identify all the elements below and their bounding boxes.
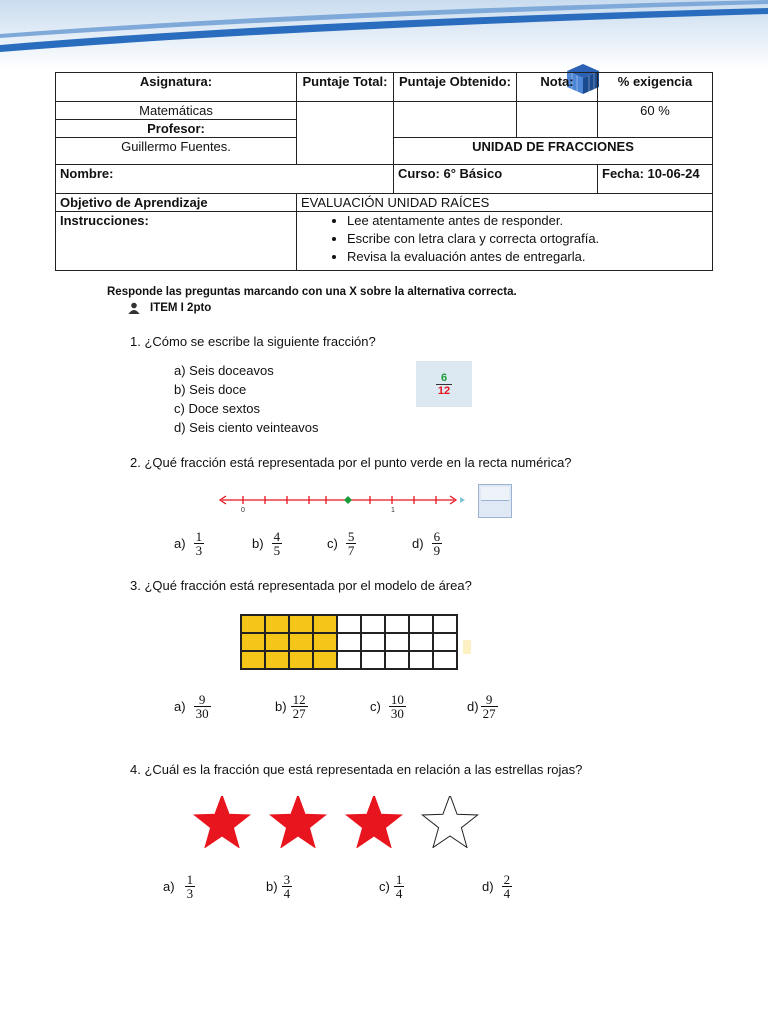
q2-option-c[interactable] — [327, 530, 356, 557]
option-letter: b) — [252, 536, 264, 551]
numerator: 9 — [198, 692, 206, 707]
q1-fraction-card — [416, 361, 472, 407]
grid-cell — [409, 651, 433, 669]
instrucciones-cell — [297, 212, 713, 271]
intro-text: Responde las preguntas marcando con una X sobre la alternativa correcta. — [107, 286, 517, 298]
grid-cell-shaded — [313, 651, 337, 669]
fraction — [346, 530, 357, 557]
numerator: 1 — [186, 872, 194, 887]
denominator: 5 — [273, 543, 281, 558]
q1-fraction-den: 12 — [437, 384, 451, 397]
q3-option-d[interactable] — [467, 693, 498, 720]
q2-option-b[interactable] — [252, 530, 282, 557]
numerator: 1 — [195, 529, 203, 544]
header-banner — [0, 0, 768, 70]
fraction — [432, 530, 443, 557]
q4-option-b[interactable] — [266, 873, 292, 900]
option-letter: b) — [266, 879, 278, 894]
option-letter: c) — [379, 879, 390, 894]
fraction — [502, 873, 513, 900]
fraction — [185, 873, 196, 900]
grid-cell — [337, 633, 361, 651]
empty-star-icon — [422, 796, 477, 848]
objetivo-value: EVALUACIÓN UNIDAD RAÍCES — [297, 194, 713, 212]
item-label: ITEM I 2pto — [150, 302, 212, 314]
grid-cell — [361, 651, 385, 669]
red-star-icon — [194, 796, 249, 848]
red-star-icon — [346, 796, 401, 848]
grid-cell-shaded — [265, 651, 289, 669]
option-letter: b) — [275, 699, 287, 714]
profesor-value: Guillermo Fuentes. — [56, 138, 297, 165]
q3-option-c[interactable] — [370, 693, 406, 720]
option-letter: d) — [482, 879, 494, 894]
q2-option-a[interactable] — [174, 530, 204, 557]
grid-cell — [385, 633, 409, 651]
numerator: 2 — [503, 872, 511, 887]
asignatura-value: Matemáticas — [56, 102, 297, 120]
nombre-label[interactable]: Nombre: — [56, 165, 394, 194]
instruction-item: • Revisa la evaluación antes de entregarla. — [347, 249, 708, 264]
curso-label: Curso: 6° Básico — [394, 165, 598, 194]
q4-option-a[interactable] — [163, 873, 195, 900]
numerator: 12 — [292, 692, 306, 707]
grid-cell — [361, 615, 385, 633]
profesor-label: Profesor: — [56, 120, 297, 138]
denominator: 27 — [292, 706, 306, 721]
q4-option-d[interactable] — [482, 873, 512, 900]
denominator: 3 — [195, 543, 203, 558]
q3-option-a[interactable] — [174, 693, 211, 720]
denominator: 7 — [347, 543, 355, 558]
number-line — [216, 490, 466, 514]
grid-cell — [337, 615, 361, 633]
option-letter: a) — [174, 536, 186, 551]
stars-figure — [190, 796, 480, 848]
numerator: 1 — [395, 872, 403, 887]
asignatura-label: Asignatura: — [56, 73, 297, 102]
fecha-label: Fecha: 10-06-24 — [598, 165, 713, 194]
numerator: 4 — [273, 529, 281, 544]
q1-option-b[interactable]: b) Seis doce — [174, 382, 247, 397]
numerator: 3 — [283, 872, 291, 887]
numerator: 6 — [433, 529, 441, 544]
denominator: 4 — [503, 886, 511, 901]
puntaje-obtenido-label: Puntaje Obtenido: — [394, 73, 517, 102]
denominator: 4 — [283, 886, 291, 901]
q4-option-c[interactable] — [379, 873, 404, 900]
question-1-text: 1. ¿Cómo se escribe la siguiente fracción? — [130, 334, 376, 349]
denominator: 4 — [395, 886, 403, 901]
denominator: 3 — [186, 886, 194, 901]
question-2-text: 2. ¿Qué fracción está representada por el punto verde en la recta numérica? — [130, 455, 572, 470]
play-icon — [460, 497, 465, 503]
fraction — [282, 873, 293, 900]
puntaje-obtenido-field[interactable] — [394, 102, 517, 138]
answer-box[interactable] — [478, 484, 512, 518]
grid-cell-shaded — [241, 651, 265, 669]
grid-cell-shaded — [289, 651, 313, 669]
area-model-grid — [240, 614, 458, 670]
grid-cell-shaded — [289, 633, 313, 651]
denominator: 9 — [433, 543, 441, 558]
numerator: 5 — [347, 529, 355, 544]
green-point — [344, 496, 352, 504]
q1-option-a[interactable]: a) Seis doceavos — [174, 363, 274, 378]
numerator: 10 — [390, 692, 404, 707]
objetivo-label: Objetivo de Aprendizaje — [56, 194, 297, 212]
grid-cell-shaded — [241, 633, 265, 651]
grid-cell-shaded — [289, 615, 313, 633]
q3-option-b[interactable] — [275, 693, 308, 720]
option-letter: d) — [412, 536, 424, 551]
grid-cell — [409, 633, 433, 651]
grid-cell-shaded — [265, 615, 289, 633]
q1-option-c[interactable]: c) Doce sextos — [174, 401, 260, 416]
grid-cell-shaded — [241, 615, 265, 633]
grid-cell-shaded — [265, 633, 289, 651]
exigencia-label: % exigencia — [598, 73, 713, 102]
grid-cell — [433, 633, 457, 651]
user-icon — [128, 302, 140, 314]
fraction — [481, 693, 498, 720]
instruction-item: • Lee atentamente antes de responder. — [347, 213, 708, 228]
option-letter: d) — [467, 699, 479, 714]
exigencia-value: 60 % — [598, 102, 713, 138]
fraction — [389, 693, 406, 720]
denominator: 30 — [390, 706, 404, 721]
q1-fraction-num: 6 — [440, 371, 448, 384]
option-letter: a) — [174, 699, 186, 714]
instruction-item: • Escribe con letra clara y correcta ortografía. — [347, 231, 708, 246]
option-letter: c) — [370, 699, 381, 714]
fraction — [194, 530, 205, 557]
option-letter: a) — [163, 879, 175, 894]
unidad-title: UNIDAD DE FRACCIONES — [394, 138, 713, 165]
grid-cell — [385, 651, 409, 669]
grid-cell-shaded — [313, 615, 337, 633]
q1-option-d[interactable]: d) Seis ciento veinteavos — [174, 420, 319, 435]
grid-cell-shaded — [313, 633, 337, 651]
question-4-text: 4. ¿Cuál es la fracción que está representada en relación a las estrellas rojas? — [130, 762, 583, 777]
numerator: 9 — [485, 692, 493, 707]
axis-label-1: 1 — [391, 507, 395, 514]
nota-field[interactable] — [517, 102, 598, 138]
fraction — [291, 693, 308, 720]
denominator: 27 — [482, 706, 496, 721]
header-table — [55, 72, 713, 271]
fraction — [394, 873, 405, 900]
nota-label: Nota: — [517, 73, 598, 102]
item-heading — [128, 302, 211, 314]
grid-cell — [433, 651, 457, 669]
instrucciones-label: Instrucciones: — [56, 212, 297, 271]
grid-cell — [337, 651, 361, 669]
red-star-icon — [270, 796, 325, 848]
grid-cell — [433, 615, 457, 633]
option-letter: c) — [327, 536, 338, 551]
grid-cell — [385, 615, 409, 633]
puntaje-total-field[interactable] — [297, 102, 394, 165]
fraction — [272, 530, 283, 557]
question-3-text: 3. ¿Qué fracción está representada por el modelo de área? — [130, 578, 472, 593]
grid-cell — [409, 615, 433, 633]
axis-label-0: 0 — [241, 507, 245, 514]
fraction — [194, 693, 211, 720]
q2-option-d[interactable] — [412, 530, 442, 557]
grid-cell — [361, 633, 385, 651]
decor-mark — [463, 640, 471, 654]
puntaje-total-label: Puntaje Total: — [297, 73, 394, 102]
denominator: 30 — [195, 706, 209, 721]
